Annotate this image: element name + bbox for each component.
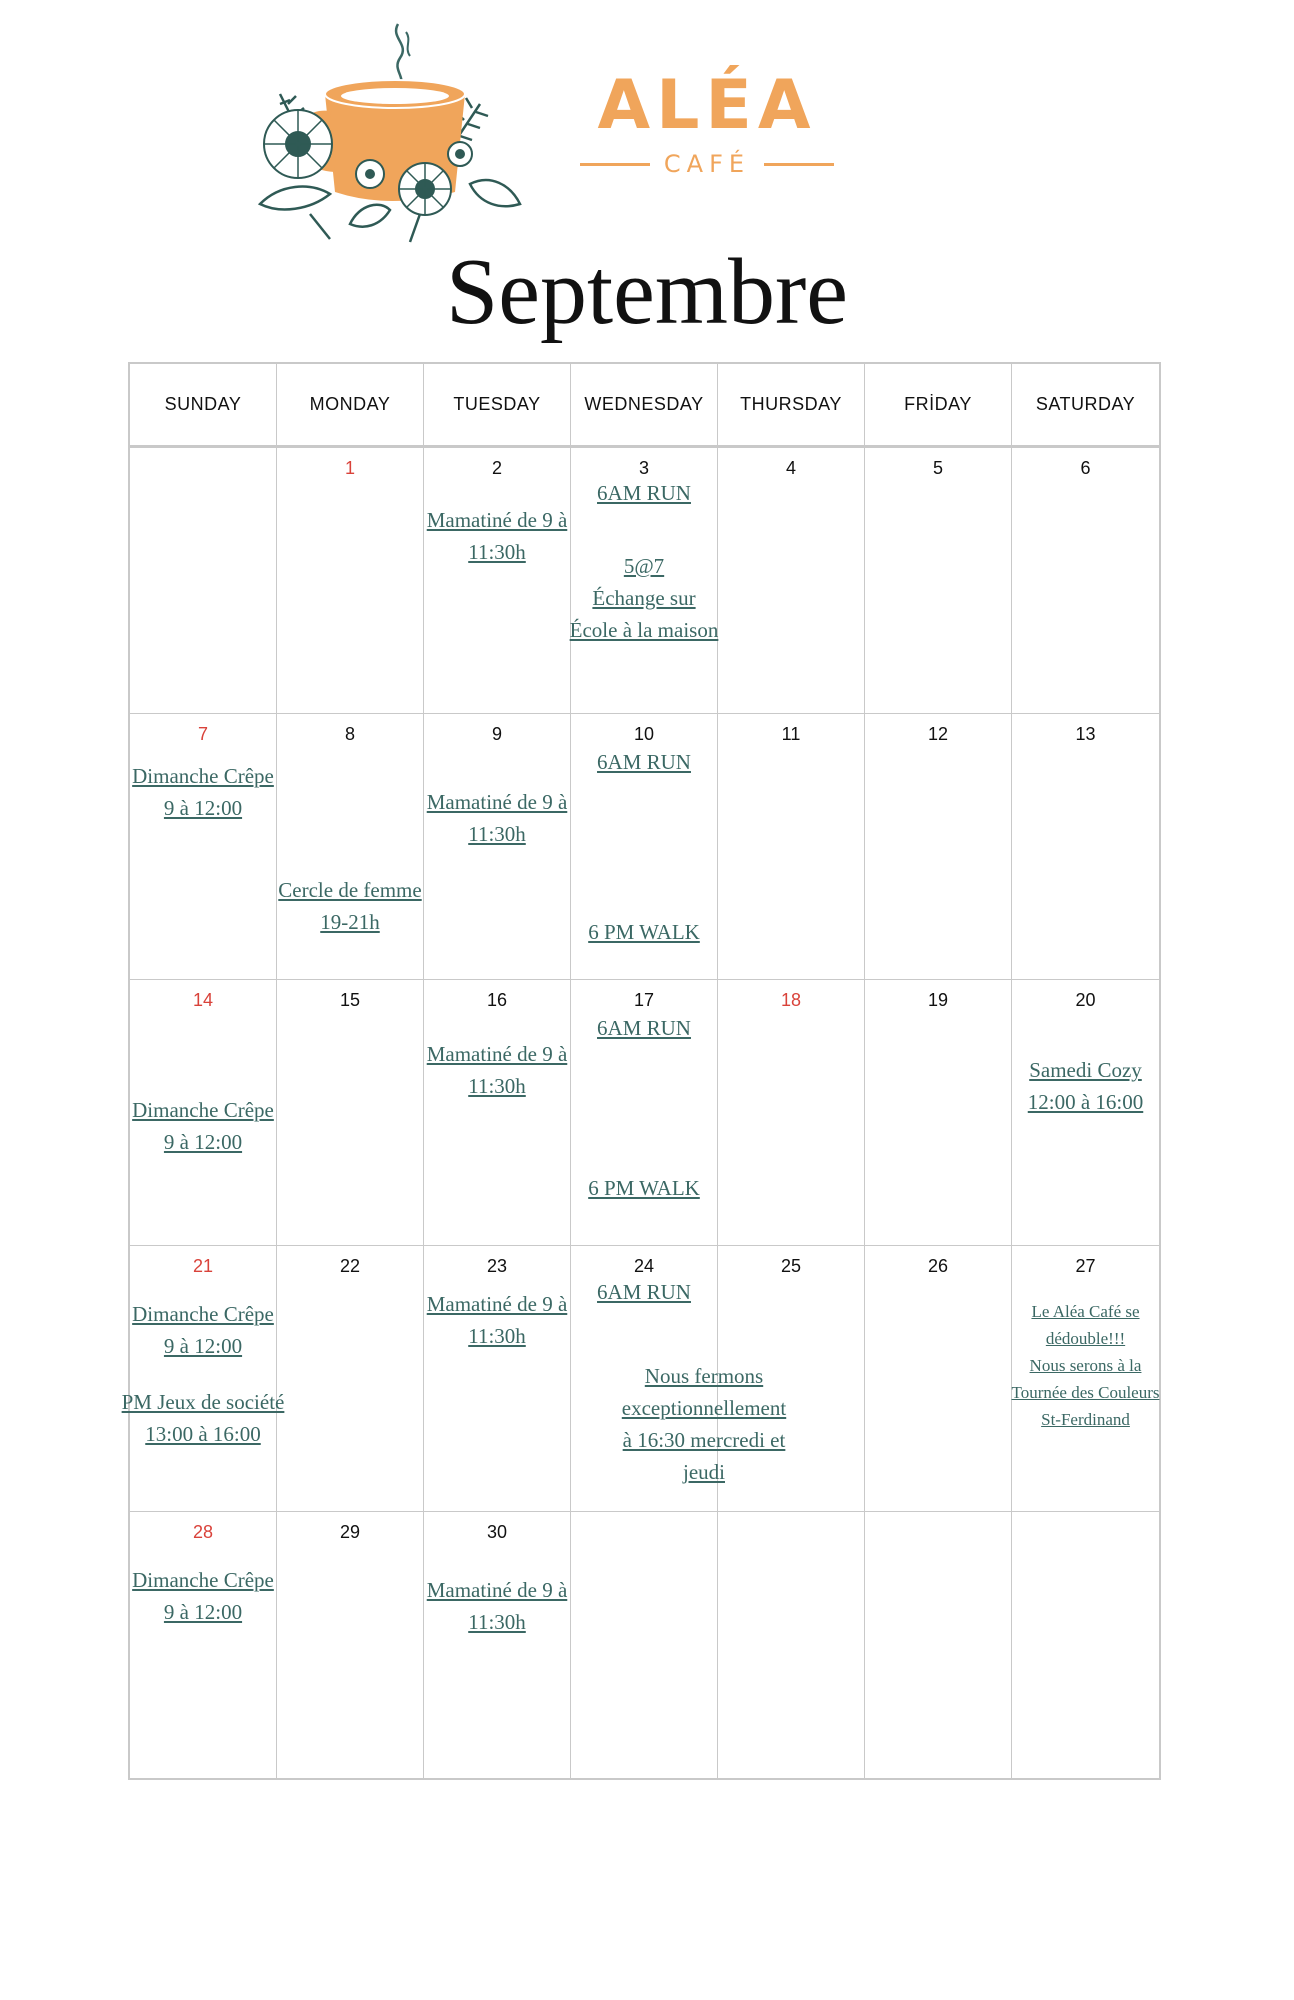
day-number: 13: [1075, 724, 1096, 744]
steam-icon: [396, 24, 403, 88]
day-number: 9: [491, 724, 502, 744]
day-number: 6: [1080, 458, 1091, 478]
event-link[interactable]: PM Jeux de société 13:00 à 16:00: [121, 1390, 285, 1446]
day-cell: [424, 1246, 571, 1512]
day-cell: [277, 1512, 424, 1778]
weekday-header: SATURDAY: [1012, 364, 1159, 448]
day-cell: [718, 1512, 865, 1778]
day-cell: [121, 1246, 285, 1512]
day-cell: [1012, 448, 1159, 714]
day-cell: [718, 448, 865, 714]
event-link[interactable]: 6AM RUN: [597, 1280, 691, 1304]
day-number: 30: [486, 1522, 508, 1542]
day-cell: [130, 1512, 277, 1778]
event-link[interactable]: 6AM RUN: [597, 1016, 691, 1040]
event-link[interactable]: 6AM RUN: [597, 750, 691, 774]
day-number: 11: [781, 724, 801, 744]
day-number: 21: [192, 1256, 214, 1276]
day-number: 27: [1075, 1256, 1096, 1276]
day-number: 15: [339, 990, 361, 1010]
weekday-header: SUNDAY: [130, 364, 277, 448]
day-cell: [1012, 1512, 1159, 1778]
day-number: 25: [780, 1256, 802, 1276]
event-link[interactable]: Mamatiné de 9 à 11:30h: [426, 790, 568, 846]
day-number: 10: [633, 724, 655, 744]
event-link[interactable]: Cercle de femme 19-21h: [278, 878, 422, 934]
weekday-header: MONDAY: [277, 364, 424, 448]
event-link[interactable]: 6 PM WALK: [588, 920, 700, 944]
day-number: 8: [344, 724, 355, 744]
day-number: 19: [927, 990, 949, 1010]
month-title: Septembre: [446, 240, 848, 344]
event-link[interactable]: 6AM RUN: [597, 481, 691, 505]
brand-divider: [764, 163, 834, 166]
weekday-header: FRİDAY: [865, 364, 1012, 448]
day-cell: [865, 980, 1012, 1246]
day-number: 29: [339, 1522, 361, 1542]
day-number: 12: [927, 724, 949, 744]
day-number: 7: [197, 724, 208, 744]
day-number: 23: [486, 1256, 508, 1276]
day-cell: [1012, 980, 1159, 1246]
day-number: 3: [638, 458, 649, 478]
event-link[interactable]: 5@7 Échange sur École à la maison: [569, 554, 719, 642]
day-number: 17: [633, 990, 655, 1010]
day-cell: [865, 448, 1012, 714]
weekday-header: THURSDAY: [718, 364, 865, 448]
day-number: 16: [486, 990, 508, 1010]
day-cell: [130, 980, 277, 1246]
day-number: 5: [932, 458, 943, 478]
day-number: 1: [344, 458, 355, 478]
day-number: 4: [785, 458, 796, 478]
day-cell: [571, 448, 718, 714]
day-cell: [424, 448, 571, 714]
day-cell: [277, 448, 424, 714]
day-cell: [277, 1246, 424, 1512]
day-cell: [865, 714, 1012, 980]
day-cell: [571, 1512, 718, 1778]
day-cell: [277, 714, 424, 980]
day-cell: [130, 448, 277, 714]
weekday-header: WEDNESDAY: [571, 364, 718, 448]
day-cell: [571, 714, 718, 980]
day-number: 22: [339, 1256, 361, 1276]
day-number: 14: [192, 990, 214, 1010]
day-number: 24: [633, 1256, 655, 1276]
event-link[interactable]: Dimanche Crêpe 9 à 12:00: [132, 1098, 274, 1154]
cafe-logo-illustration: [240, 14, 540, 246]
day-number: 28: [192, 1522, 214, 1542]
weekday-header: TUESDAY: [424, 364, 571, 448]
brand-subtitle-row: [578, 150, 836, 178]
day-cell: [277, 980, 424, 1246]
day-cell: [424, 1512, 571, 1778]
day-number: 2: [491, 458, 502, 478]
event-link[interactable]: Mamatiné de 9 à 11:30h: [426, 1578, 568, 1634]
day-cell: [424, 980, 571, 1246]
event-link[interactable]: Dimanche Crêpe 9 à 12:00: [132, 764, 274, 820]
brand-logo: [578, 68, 836, 178]
day-cell: [424, 714, 571, 980]
event-link[interactable]: Nous fermons exceptionnellement à 16:30 mercredi et jeudi: [621, 1364, 787, 1484]
day-number: 26: [927, 1256, 949, 1276]
day-cell: [130, 714, 277, 980]
event-link[interactable]: 6 PM WALK: [588, 1176, 700, 1200]
event-link[interactable]: Mamatiné de 9 à 11:30h: [426, 1292, 568, 1348]
event-link[interactable]: Dimanche Crêpe 9 à 12:00: [132, 1568, 274, 1624]
event-link[interactable]: Dimanche Crêpe 9 à 12:00: [132, 1302, 274, 1358]
day-cell: [1012, 714, 1159, 980]
calendar-grid: [121, 362, 1161, 1780]
day-cell: [1012, 1246, 1159, 1512]
brand-subtitle: CAFÉ: [663, 150, 751, 178]
event-link[interactable]: Mamatiné de 9 à 11:30h: [426, 1042, 568, 1098]
day-cell: [571, 1246, 787, 1512]
day-cell: [718, 714, 865, 980]
day-cell: [718, 980, 865, 1246]
event-link[interactable]: Le Aléa Café se dédouble!!! Nous serons à la Tournée des Couleurs St-Ferdinand: [1011, 1302, 1160, 1429]
day-number: 20: [1075, 990, 1096, 1010]
brand-name: ALÉA: [597, 66, 817, 145]
brand-divider: [580, 163, 650, 166]
event-link[interactable]: Samedi Cozy 12:00 à 16:00: [1027, 1058, 1144, 1114]
day-number: 18: [780, 990, 802, 1010]
day-cell: [571, 980, 718, 1246]
day-cell: [865, 1512, 1012, 1778]
event-link[interactable]: Mamatiné de 9 à 11:30h: [426, 508, 568, 564]
